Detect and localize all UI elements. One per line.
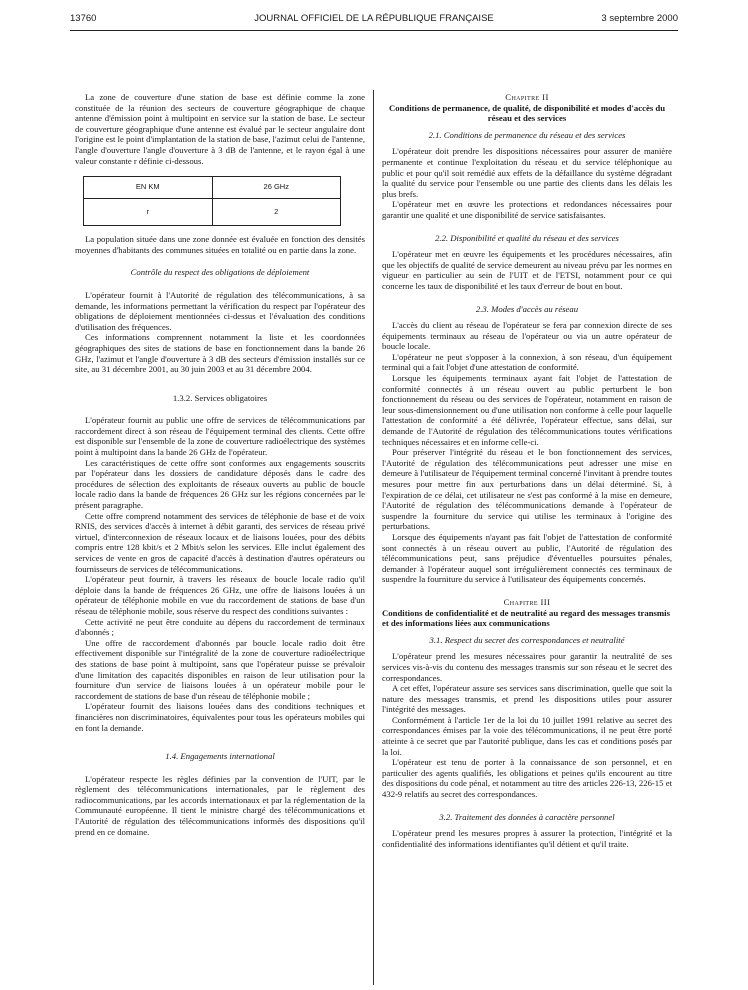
heading-3-1: 3.1. Respect du secret des correspondances et neutralité <box>429 634 625 645</box>
paragraph-controle-1: L'opérateur fournit à l'Autorité de régulation des télécommunications, à sa demande, les informations permettant la vérification du respect par l'opérateur des obligations de déploiement mentionnées ci-dessus et l'évaluation des conditions d'utilisation des fréquences. <box>75 289 365 332</box>
paragraph-21-2: L'opérateur met en œuvre les protections et redondances nécessaires pour garantir une qualité et une disponibilité de service satisfaisantes. <box>382 199 672 220</box>
paragraph-23-2: L'opérateur ne peut s'opposer à la connexion, à son réseau, d'un équipement terminal qui a fait l'objet d'une attestation de conformité. <box>382 351 672 373</box>
heading-3-2: 3.2. Traitement des données à caractère personnel <box>439 811 615 822</box>
paragraph-22: L'opérateur met en œuvre les équipements et les procédures nécessaires, afin que les objectifs de qualité de service demeurent au niveau prévu par les normes en vigueur en particulier au sein de l'UIT et de l'ETSI, notamment pour ce qui concerne les taux de disponibilité et les taux d'erreur de bout en bout. <box>382 249 672 291</box>
chapter-2-label: Chapitre II <box>505 92 549 102</box>
chapter-2-title: Conditions de permanence, de qualité, de disponibilité et modes d'accès du réseau et des services <box>388 102 666 124</box>
paragraph-controle-2: Ces informations comprennent notamment la liste et les coordonnées géographiques des sites de stations de base en fonctionnement dans la bande 26 GHz, l'azimut et l'angle d'ouverture à 3 dB des secteurs d'émission installés sur ce site, au 31 décembre 2001, au 30 juin 2003 et au 31 décembre 2004. <box>75 332 365 375</box>
paragraph-31-4: L'opérateur est tenu de porter à la connaissance de son personnel, et en particulier des agents qualifiés, les obligations et peines qu'ils encourent au titre des dispositions du code pénal, et notamment au titre des articles 226-13, 226-15 et 432-9 relatifs au secret des correspondances. <box>382 757 672 800</box>
publication-date: 3 septembre 2000 <box>601 13 678 24</box>
chapter-3-label: Chapitre III <box>503 596 551 607</box>
paragraph-132-2: Les caractéristiques de cette offre sont conformes aux engagements souscrits par l'opérateur dans les dossiers de candidature déposés dans le cadre des procédures de sélection des exploitants de réseaux ouverts au public de boucle locale radio dans la bande de fréquences 26 GHz sur les régions concernées par le présent paragraphe. <box>75 457 365 511</box>
paragraph-23-4: Pour préserver l'intégrité du réseau et le bon fonctionnement des services, l'Autorité de régulation des télécommunications peut adresser une mise en demeure à l'utilisateur de l'équipement terminal concerné l'invitant à prendre toutes mesures pour mettre fin aux perturbations dans un délai déterminé. Si, à l'expiration de ce délai, cet utilisateur ne s'est pas conformé à la mise en demeure, l'Autorité de régulation des télécommunications demande à l'opérateur de suspendre la fourniture du service qui utilise les terminaux à l'origine des perturbations. <box>382 447 672 532</box>
radius-table <box>83 176 341 226</box>
paragraph-132-6: Une offre de raccordement d'abonnés par boucle locale radio doit être effectivement disponible sur l'intégralité de la zone de couverture radioélectrique des stations de base point à multipoint, sans que l'opérateur puisse se prévaloir d'une limitation des capacités disponibles en raison de leur utilisation pour la fourniture d'un service de liaisons louées à un opérateur mobile pour le raccordement de stations de base d'un réseau de téléphonie mobile ; <box>75 637 365 701</box>
table-header-en-km: EN KM <box>84 177 213 199</box>
page-header <box>70 13 678 27</box>
table-cell-value: 2 <box>212 199 341 226</box>
heading-2-2: 2.2. Disponibilité et qualité du réseau et des services <box>435 232 619 243</box>
heading-2-1: 2.1. Conditions de permanence du réseau et des services <box>428 129 626 140</box>
paragraph-14: L'opérateur respecte les règles définies par la convention de l'UIT, par le règlement des télécommunications internationales, par le règlement des radiocommunications, par les accords internationaux et par la réglementation de la Communauté européenne. Il tient le ministre chargé des télécommunications et l'Autorité de régulation des télécommunications informés des dispositions qu'il prend en ce domaine. <box>75 773 365 837</box>
heading-1-3-2: 1.3.2. Services obligatoires <box>172 392 268 403</box>
right-column <box>382 92 672 849</box>
paragraph-23-5: Lorsque des équipements n'ayant pas fait l'objet de l'attestation de conformité sont connectés à un réseau ouvert au public, l'Autorité de régulation des télécommunications peut, sans préjudice d'éventuelles poursuites pénales, demander à l'opérateur auquel sont irrégulièrement connectés ces terminaux de suspendre la fourniture du service à l'utilisateur des équipements concernés. <box>382 531 672 585</box>
paragraph-coverage: La zone de couverture d'une station de base est définie comme la zone constituée de la réunion des secteurs de couverture géographique de chaque antenne d'émission point à multipoint en service sur la station de base. Le secteur de couverture géographique d'une antenne est évalué par le secteur angulaire dont l'origine est le point d'implantation de la station de base, l'azimut celui de l'antenne, l'angle d'ouverture l'angle d'ouverture à 3 dB de l'antenne, et le rayon égal à une valeur constante r définie ci-dessous. <box>75 92 365 166</box>
heading-2-3: 2.3. Modes d'accès au réseau <box>475 303 579 314</box>
paragraph-32: L'opérateur prend les mesures propres à assurer la protection, l'intégrité et la confidentialité des informations identifiantes qu'il détient et qu'il traite. <box>382 828 672 849</box>
paragraph-132-5: Cette activité ne peut être conduite au dépens du raccordement de terminaux d'abonnés ; <box>75 616 365 638</box>
paragraph-31-3: Conformément à l'article 1er de la loi du 10 juillet 1991 relative au secret des correspondances émises par la voie des télécommunications, il ne peut être porté atteinte à ce secret que par l'autorité publique, dans les cas et conditions posés par la loi. <box>382 714 672 757</box>
paragraph-23-1: L'accès du client au réseau de l'opérateur se fera par connexion directe de ses équipements terminaux au réseau de l'opérateur ou via un autre opérateur de boucle locale. <box>382 320 672 352</box>
chapter-3-title: Conditions de confidentialité et de neutralité au regard des messages transmis et des informations liées aux communications <box>382 607 670 629</box>
heading-1-4: 1.4. Engagements international <box>165 751 275 762</box>
header-rule <box>70 30 678 31</box>
table-header-26ghz: 26 GHz <box>212 177 341 199</box>
column-divider <box>373 90 374 985</box>
left-column <box>75 92 365 837</box>
paragraph-132-1: L'opérateur fournit au public une offre de services de télécommunications par raccordement direct à son réseau de l'équipement terminal des clients. Cette offre est disponible sur l'ensemble de la zone de couverture radioélectrique des systèmes point à multipoint dans la bande 26 GHz de l'opérateur. <box>75 415 365 458</box>
journal-title: JOURNAL OFFICIEL DE LA RÉPUBLIQUE FRANÇAISE <box>254 13 494 24</box>
paragraph-21-1: L'opérateur doit prendre les dispositions nécessaires pour assurer de manière permanente et continue l'exploitation du réseau et du service téléphonique au public et pour qu'il soit remédié aux effets de la défaillance du système dégradant la qualité du service pour l'ensemble ou une partie des clients dans les délais les plus brefs. <box>382 146 672 199</box>
table-cell-r: r <box>84 199 213 226</box>
paragraph-23-3: Lorsque les équipements terminaux ayant fait l'objet de l'attestation de conformité connectés à un réseau ouvert au public perturbent le bon fonctionnement du réseau ou des services de l'opérateur, notamment en raison de leur sous-dimensionnement ou d'une utilisation non conforme à celle pour laquelle l'attestation de conformité a été délivrée, l'opérateur effectue, sans délai, sur demande de l'Autorité de régulation des télécommunications toutes vérifications techniques nécessaires et en informe celle-ci. <box>382 373 672 447</box>
page-number: 13760 <box>70 13 97 24</box>
paragraph-31-1: L'opérateur prend les mesures nécessaires pour garantir la neutralité de ses services vis-à-vis du contenu des messages transmis sur son réseau et le secret des correspondances. <box>382 651 672 683</box>
heading-controle: Contrôle du respect des obligations de déploiement <box>130 267 310 278</box>
paragraph-132-4: L'opérateur peut fournir, à travers les réseaux de boucle locale radio qu'il déploie dans la bande de fréquences 26 GHz, une offre de liaisons louées à un opérateur de téléphonie mobile en vue du raccordement de stations de base d'un réseau de téléphonie mobile, sous réserve du respect des conditions suivantes : <box>75 574 365 616</box>
paragraph-132-7: L'opérateur fournit des liaisons louées dans des conditions techniques et financières non discriminatoires, équivalentes pour tous les opérateurs mobiles qui en font la demande. <box>75 701 365 733</box>
paragraph-population: La population située dans une zone donnée est évaluée en fonction des densités moyennes d'habitants des communes situées en totalité ou en partie dans la zone. <box>75 234 365 255</box>
paragraph-132-3: Cette offre comprend notamment des services de téléphonie de base et de voix RNIS, des services d'accès à internet à débit garanti, des services de réseau privé virtuel, d'interconnexion de réseaux locaux et de liaisons louées, pour des débits compris entre 128 kbit/s et 2 Mbit/s selon les services. Elle inclut également des services de vente en gros de capacité d'accès à destination d'autres opérateurs ou fournisseurs de services de télécommunications. <box>75 510 365 574</box>
paragraph-31-2: A cet effet, l'opérateur assure ses services sans discrimination, quelle que soit la nature des messages transmis, et prend les dispositions utiles pour assurer l'intégrité des messages. <box>382 683 672 715</box>
